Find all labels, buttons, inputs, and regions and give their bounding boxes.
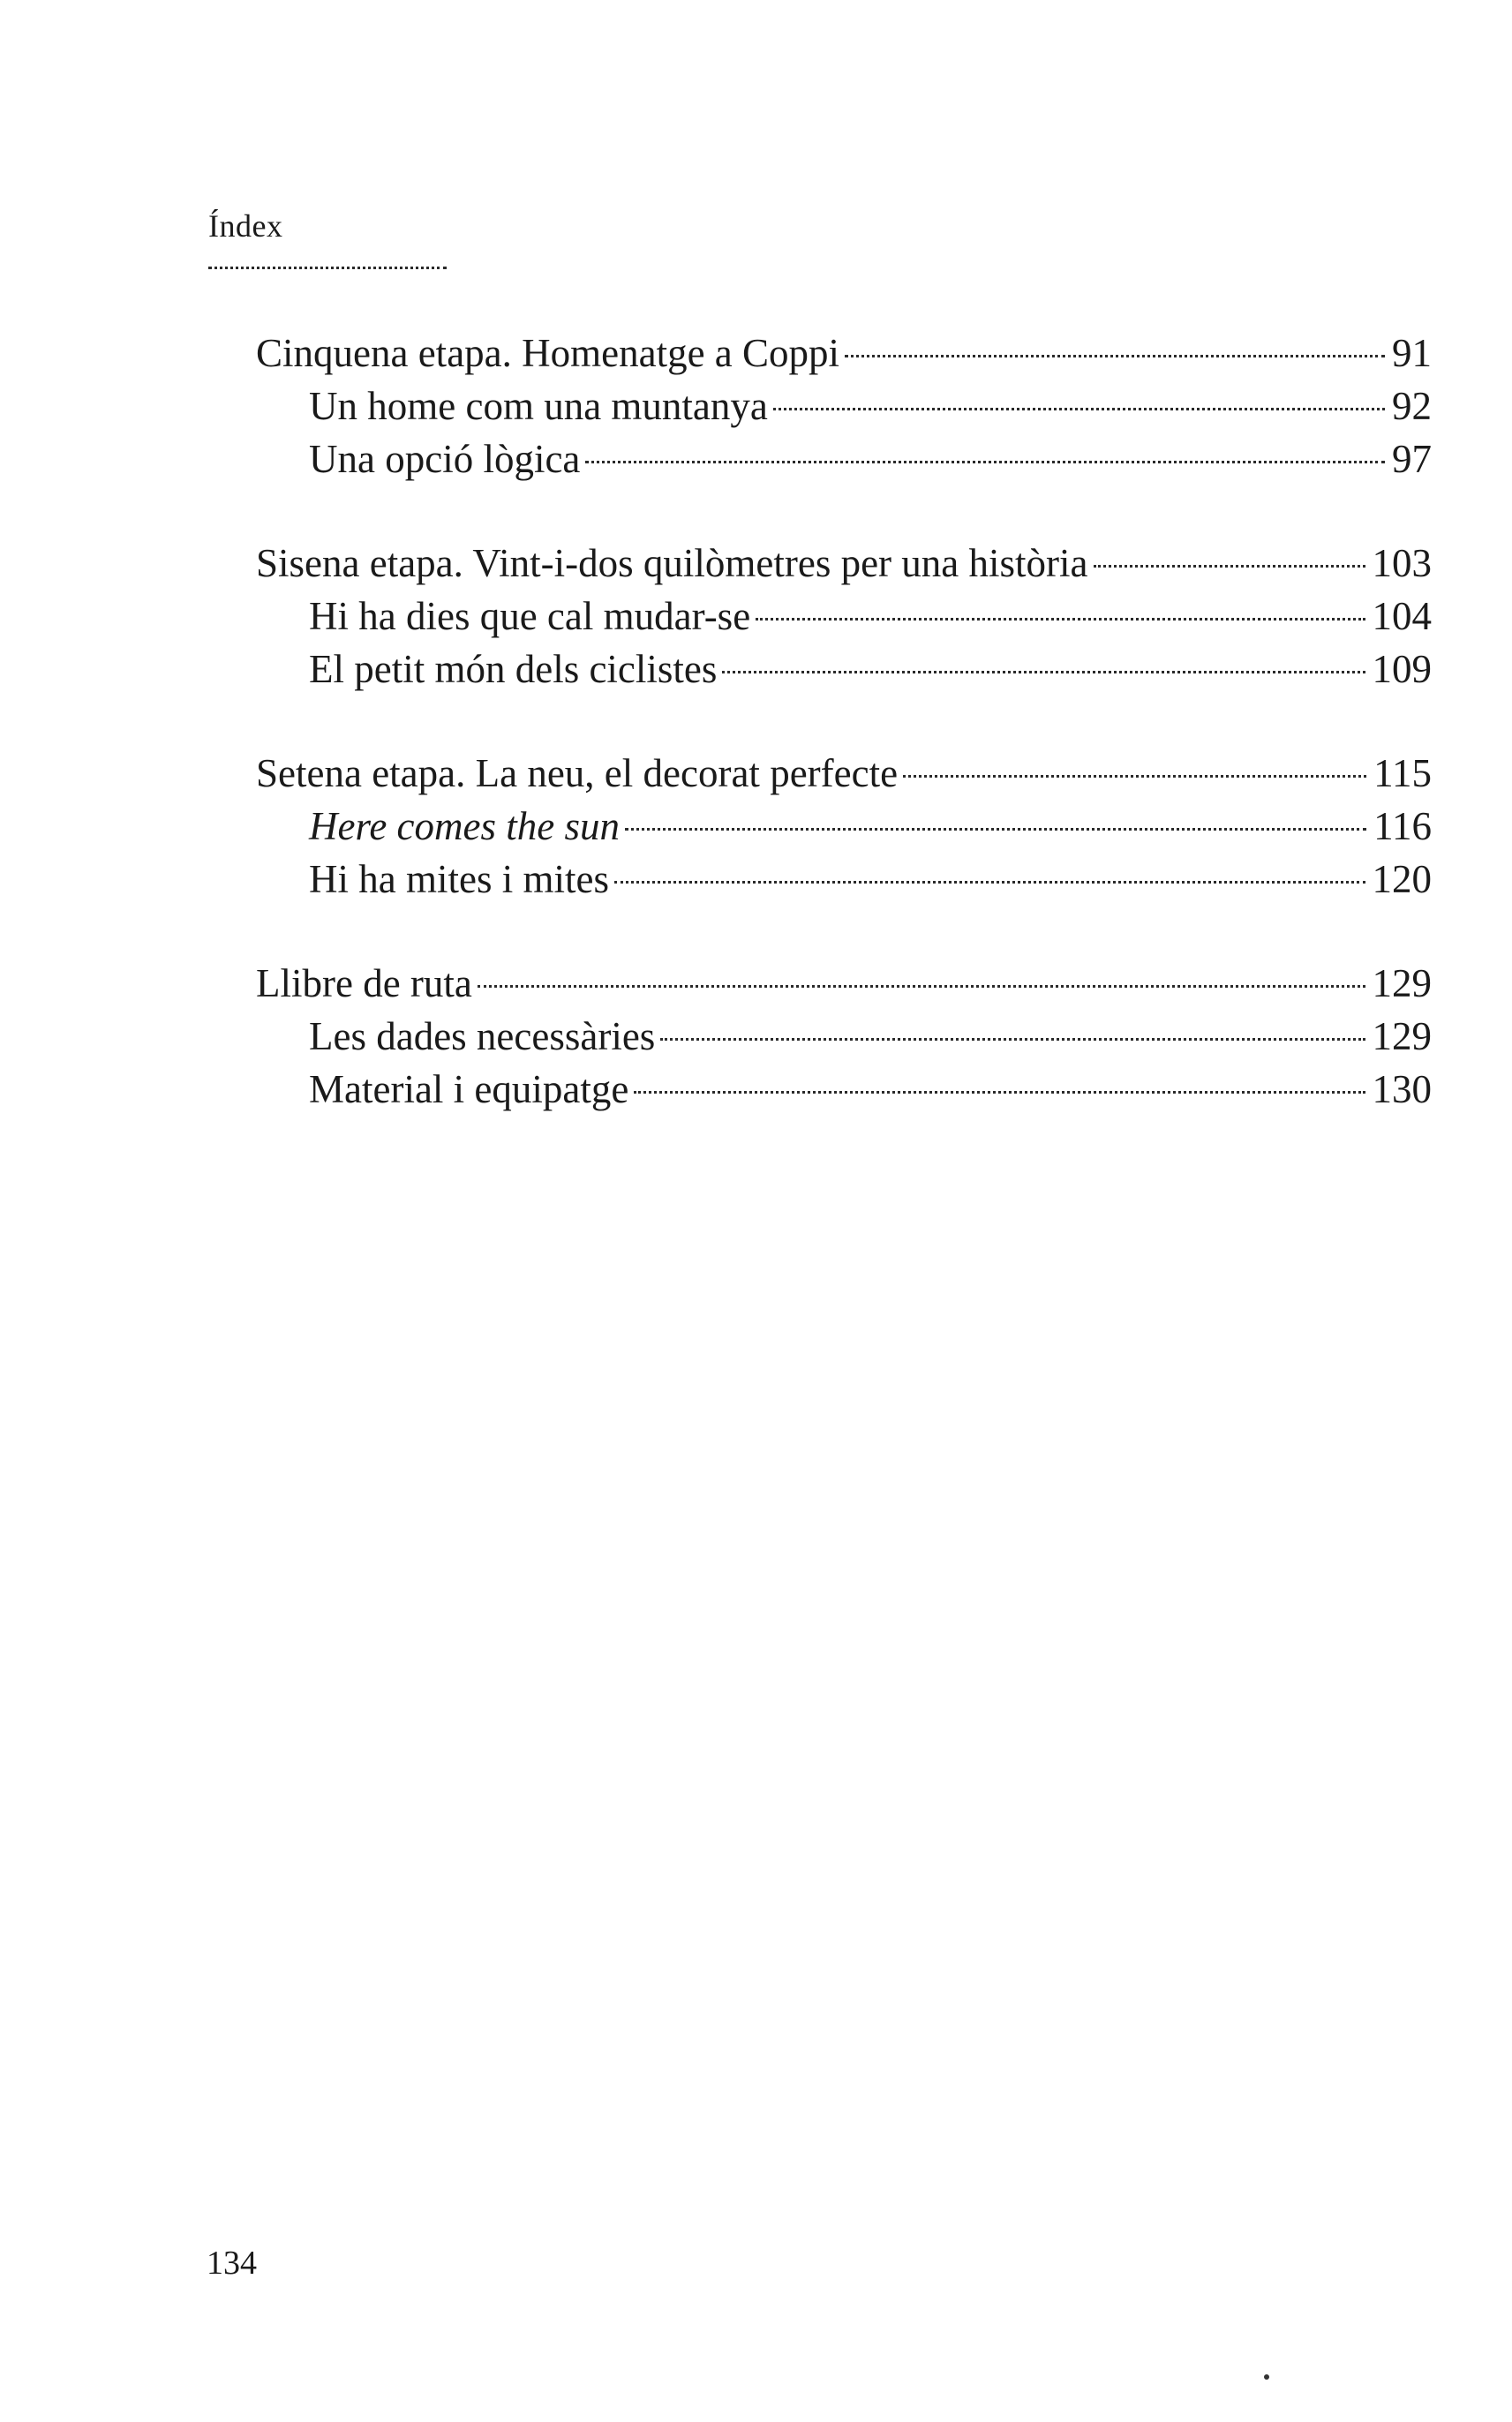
toc-entry-title: Setena etapa. La neu, el decorat perfecte	[256, 751, 899, 795]
toc-entry-title: Material i equipatge	[309, 1067, 629, 1111]
toc-entry-page: 97	[1392, 437, 1432, 481]
toc-entry-page: 130	[1372, 1067, 1432, 1111]
toc-entry-page: 109	[1372, 647, 1432, 691]
toc-section	[256, 747, 1432, 906]
toc-entry-title: Hi ha mites i mites	[309, 857, 609, 901]
table-of-contents	[256, 327, 1432, 1167]
toc-section	[256, 327, 1432, 485]
toc-entry-page: 129	[1372, 961, 1432, 1005]
dot-leader	[722, 671, 1365, 673]
toc-subentry	[256, 1063, 1432, 1116]
toc-entry-title: Llibre de ruta	[256, 961, 472, 1005]
toc-entry-title: Un home com una muntanya	[309, 384, 768, 428]
toc-entry-page: 129	[1372, 1014, 1432, 1058]
print-speck	[1264, 2374, 1269, 2380]
toc-subentry	[256, 800, 1432, 853]
toc-entry-title: Sisena etapa. Vint-i-dos quilòmetres per una història	[256, 541, 1088, 585]
toc-chapter-entry	[256, 957, 1432, 1010]
toc-section	[256, 537, 1432, 696]
toc-entry-page: 92	[1392, 384, 1432, 428]
running-head-rule	[208, 267, 447, 269]
toc-subentry	[256, 590, 1432, 643]
dot-leader	[614, 881, 1365, 884]
toc-entry-page: 91	[1392, 331, 1432, 375]
toc-entry-title: Hi ha dies que cal mudar-se	[309, 594, 751, 638]
toc-entry-title: Cinquena etapa. Homenatge a Coppi	[256, 331, 840, 375]
toc-subentry	[256, 432, 1432, 485]
dot-leader	[625, 828, 1366, 831]
dot-leader	[1094, 565, 1365, 568]
toc-subentry	[256, 643, 1432, 696]
toc-chapter-entry	[256, 327, 1432, 380]
dot-leader	[478, 985, 1365, 988]
toc-entry-page: 104	[1372, 594, 1432, 638]
dot-leader	[634, 1091, 1365, 1094]
toc-chapter-entry	[256, 747, 1432, 800]
dot-leader	[773, 408, 1385, 410]
toc-entry-page: 103	[1372, 541, 1432, 585]
dot-leader	[660, 1038, 1365, 1041]
running-head: Índex	[208, 208, 283, 244]
toc-entry-page: 116	[1373, 804, 1432, 848]
dot-leader	[845, 355, 1385, 357]
dot-leader	[903, 775, 1366, 778]
toc-entry-page: 115	[1373, 751, 1432, 795]
toc-section	[256, 957, 1432, 1116]
toc-subentry	[256, 853, 1432, 906]
toc-chapter-entry	[256, 537, 1432, 590]
toc-entry-title: Here comes the sun	[309, 804, 620, 848]
toc-entry-title: Una opció lògica	[309, 437, 581, 481]
toc-entry-title: El petit món dels ciclistes	[309, 647, 718, 691]
toc-subentry	[256, 380, 1432, 432]
page-number: 134	[207, 2245, 257, 2282]
toc-entry-page: 120	[1372, 857, 1432, 901]
dot-leader	[756, 618, 1365, 621]
toc-subentry	[256, 1010, 1432, 1063]
dot-leader	[585, 461, 1385, 463]
toc-entry-title: Les dades necessàries	[309, 1014, 656, 1058]
